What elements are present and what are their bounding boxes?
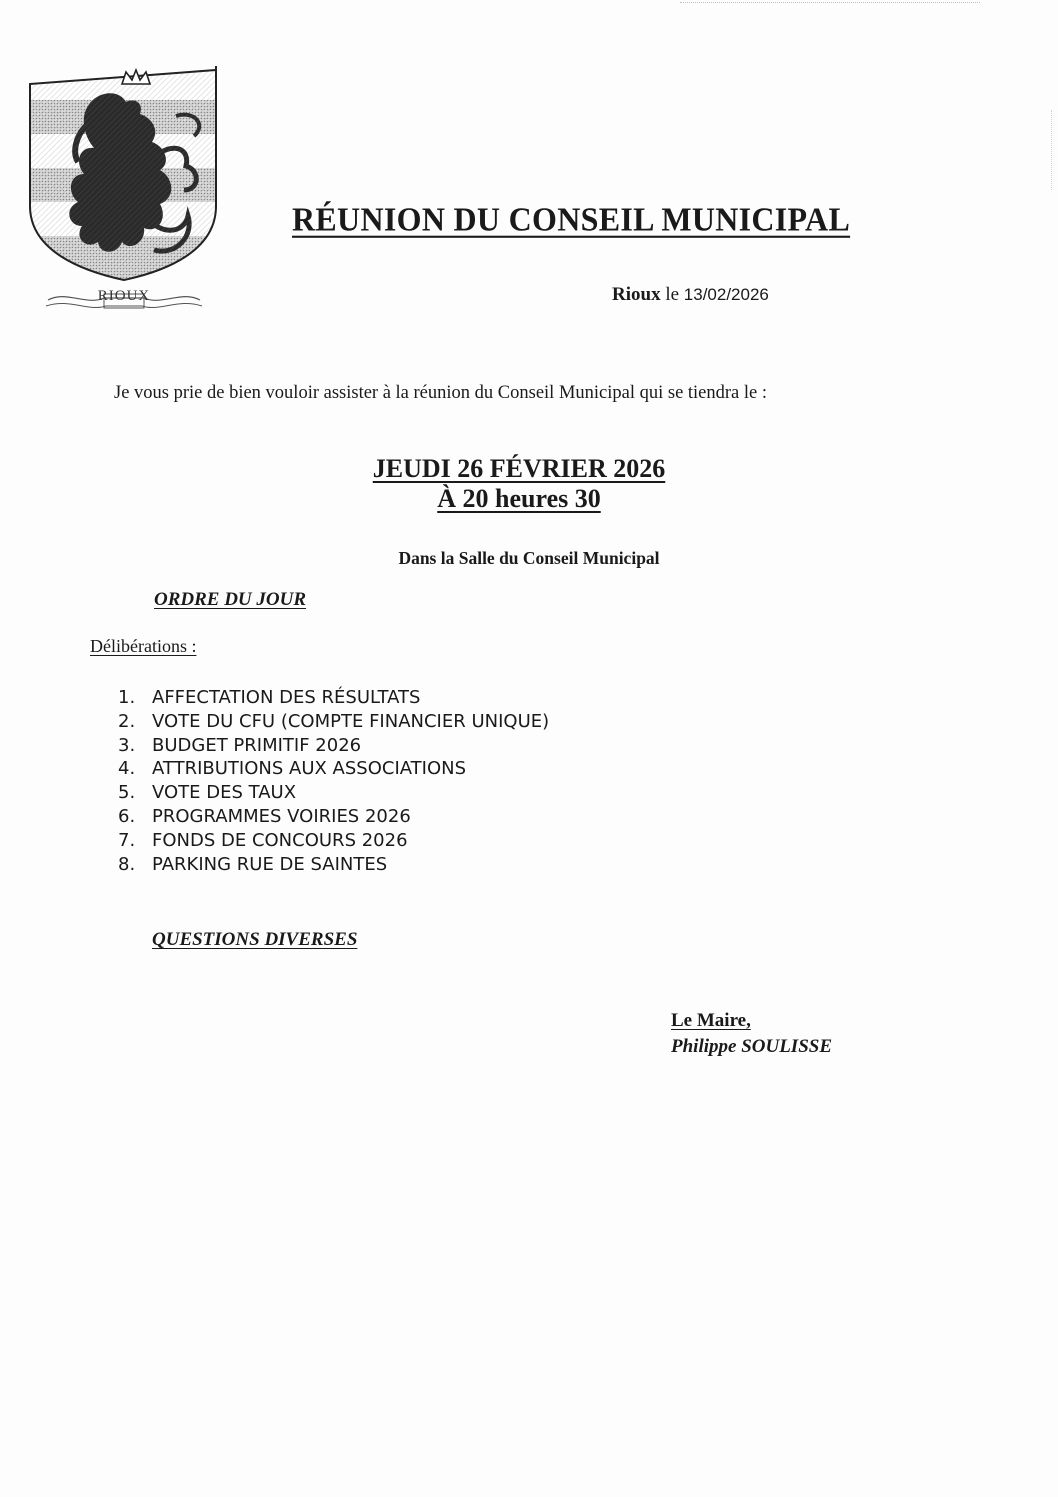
item-number: 7.	[118, 829, 136, 851]
date-prefix: le	[665, 284, 680, 305]
item-number: 8.	[118, 853, 136, 875]
place-name: Rioux	[612, 284, 661, 305]
item-text: PROGRAMMES VOIRIES 2026	[152, 805, 411, 827]
item-text: ATTRIBUTIONS AUX ASSOCIATIONS	[152, 758, 467, 780]
meeting-time: À 20 heures 30	[437, 484, 601, 513]
item-text: VOTE DU CFU (COMPTE FINANCIER UNIQUE)	[152, 710, 550, 732]
signatory-name: Philippe SOULISSE	[671, 1036, 833, 1057]
place-date-line	[612, 284, 769, 306]
list-item	[118, 686, 549, 710]
item-number: 4.	[118, 758, 136, 780]
item-number: 6.	[118, 805, 136, 827]
agenda-heading: ORDRE DU JOUR	[154, 589, 307, 610]
item-number: 1.	[118, 687, 136, 708]
scan-artifact-edge	[1049, 110, 1052, 190]
item-text: PARKING RUE DE SAINTES	[152, 853, 388, 875]
lion-rampant-crest-icon	[26, 66, 222, 286]
list-item	[118, 853, 549, 877]
list-item	[118, 734, 549, 758]
meeting-location: Dans la Salle du Conseil Municipal	[398, 548, 660, 568]
signature-block	[671, 1008, 832, 1060]
list-item	[118, 757, 549, 781]
item-number: 5.	[118, 782, 136, 804]
item-text: VOTE DES TAUX	[152, 782, 297, 804]
municipal-crest	[26, 66, 222, 316]
item-text: FONDS DE CONCOURS 2026	[152, 829, 408, 851]
invitation-text: Je vous prie de bien vouloir assister à la réunion du Conseil Municipal qui se tiendra le :	[114, 383, 768, 403]
list-item	[118, 829, 549, 853]
list-item	[118, 710, 549, 734]
item-number: 2.	[118, 710, 136, 732]
meeting-day: JEUDI 26 FÉVRIER 2026	[372, 454, 666, 483]
list-item	[118, 781, 549, 805]
item-text: BUDGET PRIMITIF 2026	[152, 734, 362, 756]
item-text: AFFECTATION DES RÉSULTATS	[152, 687, 421, 708]
agenda-list	[118, 686, 549, 876]
item-number: 3.	[118, 734, 136, 756]
signatory-role: Le Maire,	[671, 1010, 751, 1031]
page-title: RÉUNION DU CONSEIL MUNICIPAL	[292, 200, 851, 238]
list-item	[118, 805, 549, 829]
deliberations-label: Délibérations :	[90, 636, 197, 656]
misc-questions-heading: QUESTIONS DIVERSES	[152, 929, 358, 950]
crest-label: RIOUX	[97, 288, 151, 304]
document-date: 13/02/2026	[683, 285, 769, 304]
scan-artifact-top	[680, 2, 980, 7]
